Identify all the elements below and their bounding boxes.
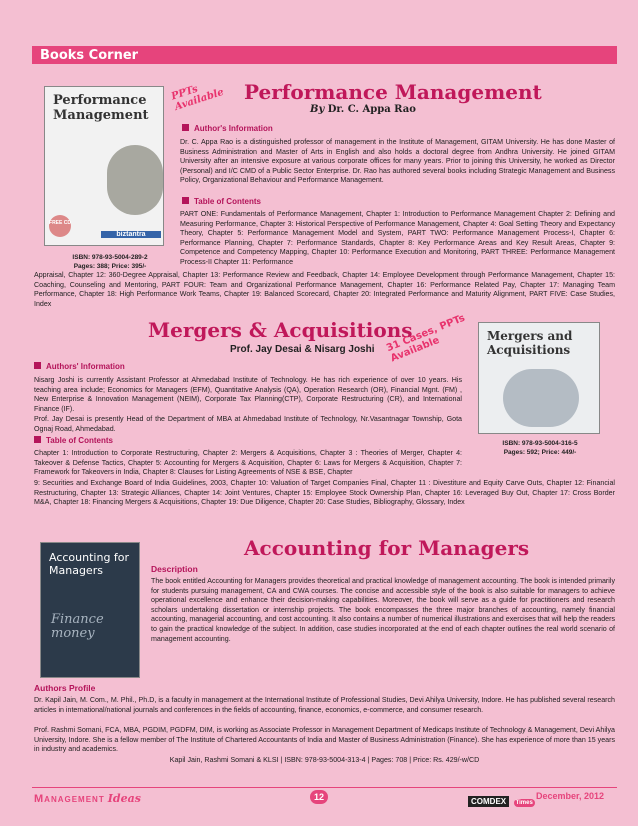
footer-date: December, 2012 [536,791,605,801]
pm-cover-publisher: biztantra [101,231,161,238]
footer-sponsor: COMDEX [468,796,509,807]
ma-authors: Prof. Jay Desai & Nisarg Joshi [230,344,375,355]
footer-magazine [34,792,141,805]
pm-byline-prefix: By [310,104,325,115]
pm-toc-short: PART ONE: Fundamentals of Performance Management, Chapter 1: Introduction to Performance Management Chapter 2: Defining and Measuring Performance, Chapter 3: Historical Perspective of Performance Management, Chapter 4: Goal Setting Theory and Expectancy Theory, Chapter 5: Performance Management Model and System, PART TWO: Performance Management Process-I, Chapter 6: Performance Planning, Chapter 7: Performance Standards, Chapter 8: Key Performance Areas and Key Result Areas, Chapter 9: Competence and Competency Mapping, Chapter 10: Performance Execution and Monitoring, PART THREE: Performance Management Process-II Chapter 11: Performance [180,210,615,266]
ma-cover-title: Mergers and Acquisitions [487,329,573,357]
ma-pages-price: Pages: 592; Price: 449/- [503,449,577,456]
footer-sponsor-badge: Times [515,800,533,806]
ma-author-info-2: Prof. Jay Desai is presently Head of the Department of MBA at Ahmedabad Institute of Technology, Nr.Vasantnagar Township, Gota Ognaj Road, Ahmedabad. [34,415,462,433]
am-book-cover [40,542,140,678]
ma-title: Mergers & Acquisitions [148,318,413,342]
ma-cover-art [503,369,579,427]
am-cover-word: Finance money [51,612,104,641]
pm-cover-title: Performance Management [53,93,149,123]
am-profile-2: Prof. Rashmi Somani, FCA, MBA, PGDIM, PGDFM, DIM, is working as Associate Professor in Management Department of Medicaps Institute of Technology & Management, Devi Ahilya University, Indore. She is a fellow member of The Institute of Chartered Accountants of India and Master of Business Administration (Finance). She has experience of more than 15 years in industry and academics. [34,726,615,754]
pm-pages-price: Pages: 388; Price: 395/- [73,263,147,270]
am-title: Accounting for Managers [244,536,530,560]
footer-rule [32,787,617,788]
ma-toc-short: Chapter 1: Introduction to Corporate Restructuring, Chapter 2: Mergers & Acquisitions, Chapter 3 : Theories of Merger, Chapter 4: Takeover & Defense Tactics, Chapter 5: Accounting for Mergers & Acquisition, Chapter 6: Laws for Mergers & Acquisition, Chapter 7: Framework for Takeovers in India, Chapter 8: Clauses for Listing Agreements of NSE & BSE, Chapter [34,449,462,477]
ma-author-heading-label: Authors' Information [46,362,125,371]
ma-author-heading [34,362,125,371]
pm-toc-heading [182,197,261,206]
pm-byline [310,104,416,115]
pm-ribbon: PPTs Available [170,83,226,113]
pm-toc-heading-label: Table of Contents [194,197,261,206]
footer-magazine-b: Ideas [107,792,141,805]
pm-author-info: Dr. C. Appa Rao is a distinguished professor of management in the Institute of Management, GITAM University. He has done Master of Business Administration and Master of Arts in English and also holds a doctoral degree from Andhra University. He joined GITAM University after an intensive exposure at various corporate offices for many years. Prior to joining this University, he worked as Director (Personal) and I/C CMD of a Public Sector Enterprise. Dr. Rao has authored several books including Strategic Management and Business Policy, Organizational Behaviour and Performance Management. [180,138,615,185]
ma-isbn: ISBN: 978-93-5004-316-5 [502,440,578,447]
pm-title: Performance Management [244,80,542,104]
pm-isbn: ISBN: 978-93-5004-289-2 [72,254,148,261]
pm-cover-badge: FREE CD [49,215,71,237]
pm-byline-author: Dr. C. Appa Rao [327,104,416,115]
ma-toc-full: 9: Securities and Exchange Board of India Guidelines, 2003, Chapter 10: Valuation of Target Companies Final, Chapter 11 : Divestiture and Equity Carve Outs, Chapter 12: Financial Restructuring, Chapter 13: Strategic Alliances, Chapter 14: Joint Ventures, Chapter 15: Employee Stock Ownership Plan, Chapter 16: Leveraged Buy Out, Chapter 17: Cross Border M&A, Chapter 18: Financing Mergers & Acquisitions, Chapter 19: Due Diligence, Chapter 20: Case Studies, Bibliography, Glossary, Index [34,479,615,507]
ma-toc-heading-label: Table of Contents [46,436,113,445]
am-profile-heading: Authors Profile [34,683,96,693]
am-profile-1: Dr. Kapil Jain, M. Com., M. Phil., Ph.D, is a faculty in management at the International Institute of Professional Studies, Devi Ahilya University, Indore. He has published several research articles in international/national journals and conferences in the fields of accounting, finance, economics, e-commerce, and consumer research. [34,696,615,714]
am-cover-title: Accounting for Managers [49,551,130,577]
ma-book-cover [478,322,600,434]
am-description: The book entitled Accounting for Managers provides theoretical and practical knowledge of management accounting. The book is intended primarily for students pursuing management, CA and CWA courses. The concise and accessible style of the book is also suitable for managers to achieve operational excellence and enhance their decision-making capabilities. Moreover, the book will serve as a guide for practitioners and research scholars undertaking dissertation or internship projects. The book encompasses the three major branches of accounting, namely financial accounting, managerial accounting, and cost accounting. It also contains a number of numerical illustrations and exercises that will help the readers to gain the practical knowledge of the subject. In addition, case studies incorporated at the end of each chapter outlines the real world scenario of management accounting. [151,577,615,643]
footer-sponsor-logo [468,791,535,809]
pm-cover-art [107,145,163,215]
pm-book-cover [44,86,164,246]
am-desc-heading: Description [151,564,198,574]
footer-magazine-a: Management [34,793,105,805]
pm-author-heading-label: Author's Information [194,124,273,133]
section-header: Books Corner [32,46,617,64]
ma-ribbon: 31 Cases, PPTs Available [385,312,467,365]
pm-toc-full: Appraisal, Chapter 12: 360-Degree Appraisal, Chapter 13: Performance Review and Feedback, Chapter 14: Employee Development through Performance Management, Chapter 15: Coaching, Counseling and Mentoring, PART FOUR: Team and Organizational Performance Management, Chapter 16: Performance Related Pay, Chapter 17: Managing Team Performance, Chapter 18: High Performance Work Teams, Chapter 19: Balanced Scorecard, Chapter 20: Integrated Performance and Maturity Alignment, PART FIVE: Case Studies, Index [34,271,615,308]
pm-author-heading [182,124,273,133]
am-citation: Kapil Jain, Rashmi Somani & KLSI | ISBN: 978-93-5004-313-4 | Pages: 708 | Price: Rs. 429/-w/CD [169,756,480,764]
footer-page-number: 12 [310,790,328,804]
ma-author-info-1: Nisarg Joshi is currently Assistant Professor at Ahmedabad Institute of Technology. He has rich experience of over 10 years. His teaching area include; Economics for Managers (EFM), Quantitative Analysis (QA), Operation Research (OR), Financial Mgnt. (FM) , New Enterprise & Innovation Management (NEIM), Corporate Tax Planning(CTP), Corporate Restructuring (CR), and International Finance (IF). [34,376,462,413]
ma-toc-heading [34,436,113,445]
